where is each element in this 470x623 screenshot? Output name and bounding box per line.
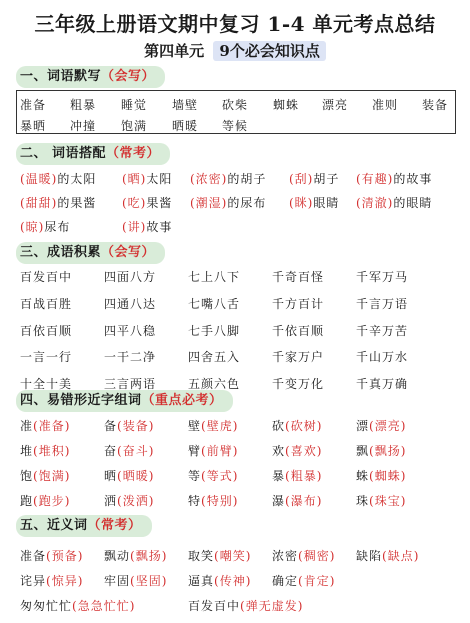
- collocation-word: 胡子: [313, 172, 340, 186]
- collocation-item: [122, 170, 172, 187]
- synonym-word: 取笑: [188, 549, 215, 563]
- section-tag: （常考）: [87, 518, 142, 533]
- section-title: 五、近义词: [20, 518, 88, 533]
- section-header-collocation: [16, 143, 170, 165]
- similar-char-word: (特别): [201, 494, 239, 508]
- idiom-item: 四面八方: [104, 270, 157, 284]
- synonym-word: 浓密: [272, 549, 299, 563]
- synonym-answer: (传神): [214, 574, 252, 588]
- collocation-item: [122, 194, 172, 211]
- similar-char-word: (堆积): [33, 444, 71, 458]
- similar-char-item: [356, 417, 406, 434]
- similar-char: 洒: [104, 494, 118, 508]
- similar-char-item: [356, 492, 406, 509]
- synonym-word: 百发百中: [188, 599, 241, 613]
- dictation-word: 暴晒: [20, 119, 47, 133]
- section-tag: （重点必考）: [141, 393, 223, 408]
- synonym-item: [188, 597, 303, 614]
- collocation-item: [20, 218, 70, 235]
- collocation-fill: (浓密): [190, 172, 228, 186]
- similar-char-word: (饱满): [33, 469, 71, 483]
- synonym-item: [104, 572, 167, 589]
- synonym-word: 准备: [20, 549, 47, 563]
- synonym-word: 缺陷: [356, 549, 383, 563]
- collocation-word: 的故事: [393, 172, 433, 186]
- collocation-word: 眼睛: [313, 196, 340, 210]
- dictation-word: 饱满: [121, 119, 148, 133]
- dictation-word: 睡觉: [121, 98, 148, 112]
- similar-char: 漂: [356, 419, 370, 433]
- similar-char: 备: [104, 419, 118, 433]
- similar-char-word: (泼洒): [117, 494, 155, 508]
- similar-char-item: [272, 467, 322, 484]
- section-tag: （会写）: [101, 245, 156, 260]
- synonym-answer: (弹无虚发): [240, 599, 304, 613]
- similar-char-item: [20, 417, 70, 434]
- synonym-answer: (稠密): [298, 549, 336, 563]
- similar-char-item: [104, 417, 154, 434]
- similar-char-word: (瀑布): [285, 494, 323, 508]
- similar-char: 准: [20, 419, 34, 433]
- collocation-word: 故事: [146, 220, 173, 234]
- similar-char: 特: [188, 494, 202, 508]
- collocation-fill: (有趣): [356, 172, 394, 186]
- collocation-fill: (潮湿): [190, 196, 228, 210]
- synonym-answer: (飘扬): [130, 549, 168, 563]
- section-header-dictation: [16, 66, 165, 88]
- similar-char-item: [104, 442, 154, 459]
- dictation-word: 准则: [372, 98, 399, 112]
- similar-char-word: (砍树): [285, 419, 323, 433]
- collocation-item: [122, 218, 172, 235]
- synonym-answer: (急急忙忙): [72, 599, 136, 613]
- section-header-similar-chars: [16, 390, 233, 412]
- similar-char: 瀑: [272, 494, 286, 508]
- similar-char: 蛛: [356, 469, 370, 483]
- similar-char: 堆: [20, 444, 34, 458]
- idiom-item: 一言一行: [20, 350, 73, 364]
- idiom-item: 七上八下: [188, 270, 241, 284]
- collocation-fill: (吃): [122, 196, 147, 210]
- collocation-fill: (晒): [122, 172, 147, 186]
- idiom-item: 十全十美: [20, 377, 73, 391]
- synonym-answer: (惊异): [46, 574, 84, 588]
- collocation-fill: (清澈): [356, 196, 394, 210]
- idiom-item: 三言两语: [104, 377, 157, 391]
- similar-char-word: (等式): [201, 469, 239, 483]
- collocation-word: 果酱: [146, 196, 173, 210]
- idiom-item: 千依百顺: [272, 324, 325, 338]
- idiom-item: 千山万水: [356, 350, 409, 364]
- collocation-item: [289, 170, 339, 187]
- section-header-idioms: [16, 242, 165, 264]
- collocation-fill: (刮): [289, 172, 314, 186]
- similar-char-item: [356, 442, 406, 459]
- synonym-answer: (坚固): [130, 574, 168, 588]
- synonym-item: [188, 572, 251, 589]
- idiom-item: 百发百中: [20, 270, 73, 284]
- idiom-item: 四舍五入: [188, 350, 241, 364]
- collocation-item: [289, 194, 339, 211]
- dictation-word: 准备: [20, 98, 47, 112]
- collocation-fill: (讲): [122, 220, 147, 234]
- similar-char-item: [356, 467, 406, 484]
- similar-char: 跑: [20, 494, 34, 508]
- collocation-item: [356, 170, 432, 187]
- unit-label: 第四单元: [144, 42, 205, 60]
- synonym-answer: (缺点): [382, 549, 420, 563]
- idiom-item: 五颜六色: [188, 377, 241, 391]
- collocation-word: 尿布: [44, 220, 71, 234]
- idiom-item: 四平八稳: [104, 324, 157, 338]
- synonym-item: [20, 572, 83, 589]
- similar-char-word: (喜欢): [285, 444, 323, 458]
- similar-char-item: [272, 442, 322, 459]
- similar-char-item: [272, 417, 322, 434]
- dictation-word: 蜘蛛: [273, 98, 300, 112]
- idiom-item: 千变万化: [272, 377, 325, 391]
- similar-char-word: (壁虎): [201, 419, 239, 433]
- similar-char-word: (装备): [117, 419, 155, 433]
- dictation-word: 冲撞: [70, 119, 97, 133]
- collocation-fill: (晾): [20, 220, 45, 234]
- similar-char: 臂: [188, 444, 202, 458]
- synonym-item: [104, 547, 167, 564]
- similar-char-word: (晒暖): [117, 469, 155, 483]
- synonym-word: 飘动: [104, 549, 131, 563]
- similar-char: 珠: [356, 494, 370, 508]
- similar-char-word: (珠宝): [369, 494, 407, 508]
- synonym-answer: (肯定): [298, 574, 336, 588]
- collocation-fill: (甜甜): [20, 196, 58, 210]
- collocation-fill: (眯): [289, 196, 314, 210]
- similar-char-word: (飘扬): [369, 444, 407, 458]
- section-title: 一、词语默写: [20, 69, 102, 84]
- idiom-item: 七嘴八舌: [188, 297, 241, 311]
- highlight-label: 9个必会知识点: [213, 41, 325, 61]
- similar-char-word: (漂亮): [369, 419, 407, 433]
- page-title: 三年级上册语文期中复习 1-4 单元考点总结: [34, 12, 436, 36]
- similar-char: 飘: [356, 444, 370, 458]
- section-tag: （会写）: [101, 69, 156, 84]
- similar-char-item: [272, 492, 322, 509]
- synonym-word: 逼真: [188, 574, 215, 588]
- section-header-synonyms: [16, 515, 152, 537]
- similar-char-item: [20, 492, 70, 509]
- subtitle: [0, 40, 470, 61]
- similar-char-item: [188, 467, 238, 484]
- synonym-answer: (嘲笑): [214, 549, 252, 563]
- idiom-item: 四通八达: [104, 297, 157, 311]
- idiom-item: 千奇百怪: [272, 270, 325, 284]
- similar-char-word: (蜘蛛): [369, 469, 407, 483]
- synonym-item: [20, 597, 135, 614]
- dictation-word: 砍柴: [222, 98, 249, 112]
- synonym-item: [356, 547, 419, 564]
- collocation-word: 的太阳: [57, 172, 97, 186]
- similar-char-word: (前臂): [201, 444, 239, 458]
- synonym-word: 匆匆忙忙: [20, 599, 73, 613]
- similar-char-word: (跑步): [33, 494, 71, 508]
- synonym-item: [20, 547, 83, 564]
- similar-char-item: [104, 467, 154, 484]
- dictation-word: 等候: [222, 119, 249, 133]
- collocation-word: 的果酱: [57, 196, 97, 210]
- similar-char: 等: [188, 469, 202, 483]
- synonym-answer: (预备): [46, 549, 84, 563]
- section-title: 四、易错形近字组词: [20, 393, 142, 408]
- collocation-word: 的胡子: [227, 172, 267, 186]
- idiom-item: 千方百计: [272, 297, 325, 311]
- similar-char: 壁: [188, 419, 202, 433]
- idiom-item: 千辛万苦: [356, 324, 409, 338]
- synonym-word: 牢固: [104, 574, 131, 588]
- dictation-word: 晒暖: [172, 119, 199, 133]
- similar-char: 暴: [272, 469, 286, 483]
- dictation-word: 装备: [422, 98, 449, 112]
- similar-char: 饱: [20, 469, 34, 483]
- collocation-item: [20, 194, 96, 211]
- synonym-item: [272, 547, 335, 564]
- similar-char: 晒: [104, 469, 118, 483]
- collocation-item: [190, 170, 266, 187]
- synonym-word: 诧异: [20, 574, 47, 588]
- idiom-item: 百战百胜: [20, 297, 73, 311]
- similar-char-word: (粗暴): [285, 469, 323, 483]
- section-title: 二、 词语搭配: [20, 146, 107, 161]
- collocation-fill: (温暖): [20, 172, 58, 186]
- dictation-word: 墙壁: [172, 98, 199, 112]
- synonym-item: [272, 572, 335, 589]
- collocation-item: [190, 194, 266, 211]
- synonym-word: 确定: [272, 574, 299, 588]
- section-title: 三、成语积累: [20, 245, 102, 260]
- section-tag: （常考）: [106, 146, 161, 161]
- idiom-item: 千家万户: [272, 350, 325, 364]
- similar-char-item: [20, 467, 70, 484]
- synonym-item: [188, 547, 251, 564]
- similar-char: 欢: [272, 444, 286, 458]
- similar-char-word: (奋斗): [117, 444, 155, 458]
- idiom-item: 百依百顺: [20, 324, 73, 338]
- similar-char-item: [188, 442, 238, 459]
- similar-char: 奋: [104, 444, 118, 458]
- similar-char-item: [104, 492, 154, 509]
- similar-char-word: (准备): [33, 419, 71, 433]
- idiom-item: 千真万确: [356, 377, 409, 391]
- similar-char: 砍: [272, 419, 286, 433]
- idiom-item: 一干二净: [104, 350, 157, 364]
- collocation-item: [356, 194, 432, 211]
- idiom-item: 千军万马: [356, 270, 409, 284]
- idiom-item: 七手八脚: [188, 324, 241, 338]
- collocation-word: 太阳: [146, 172, 173, 186]
- idiom-item: 千言万语: [356, 297, 409, 311]
- dictation-word: 粗暴: [70, 98, 97, 112]
- collocation-word: 的尿布: [227, 196, 267, 210]
- similar-char-item: [20, 442, 70, 459]
- dictation-word: 漂亮: [322, 98, 349, 112]
- collocation-item: [20, 170, 96, 187]
- similar-char-item: [188, 417, 238, 434]
- similar-char-item: [188, 492, 238, 509]
- collocation-word: 的眼睛: [393, 196, 433, 210]
